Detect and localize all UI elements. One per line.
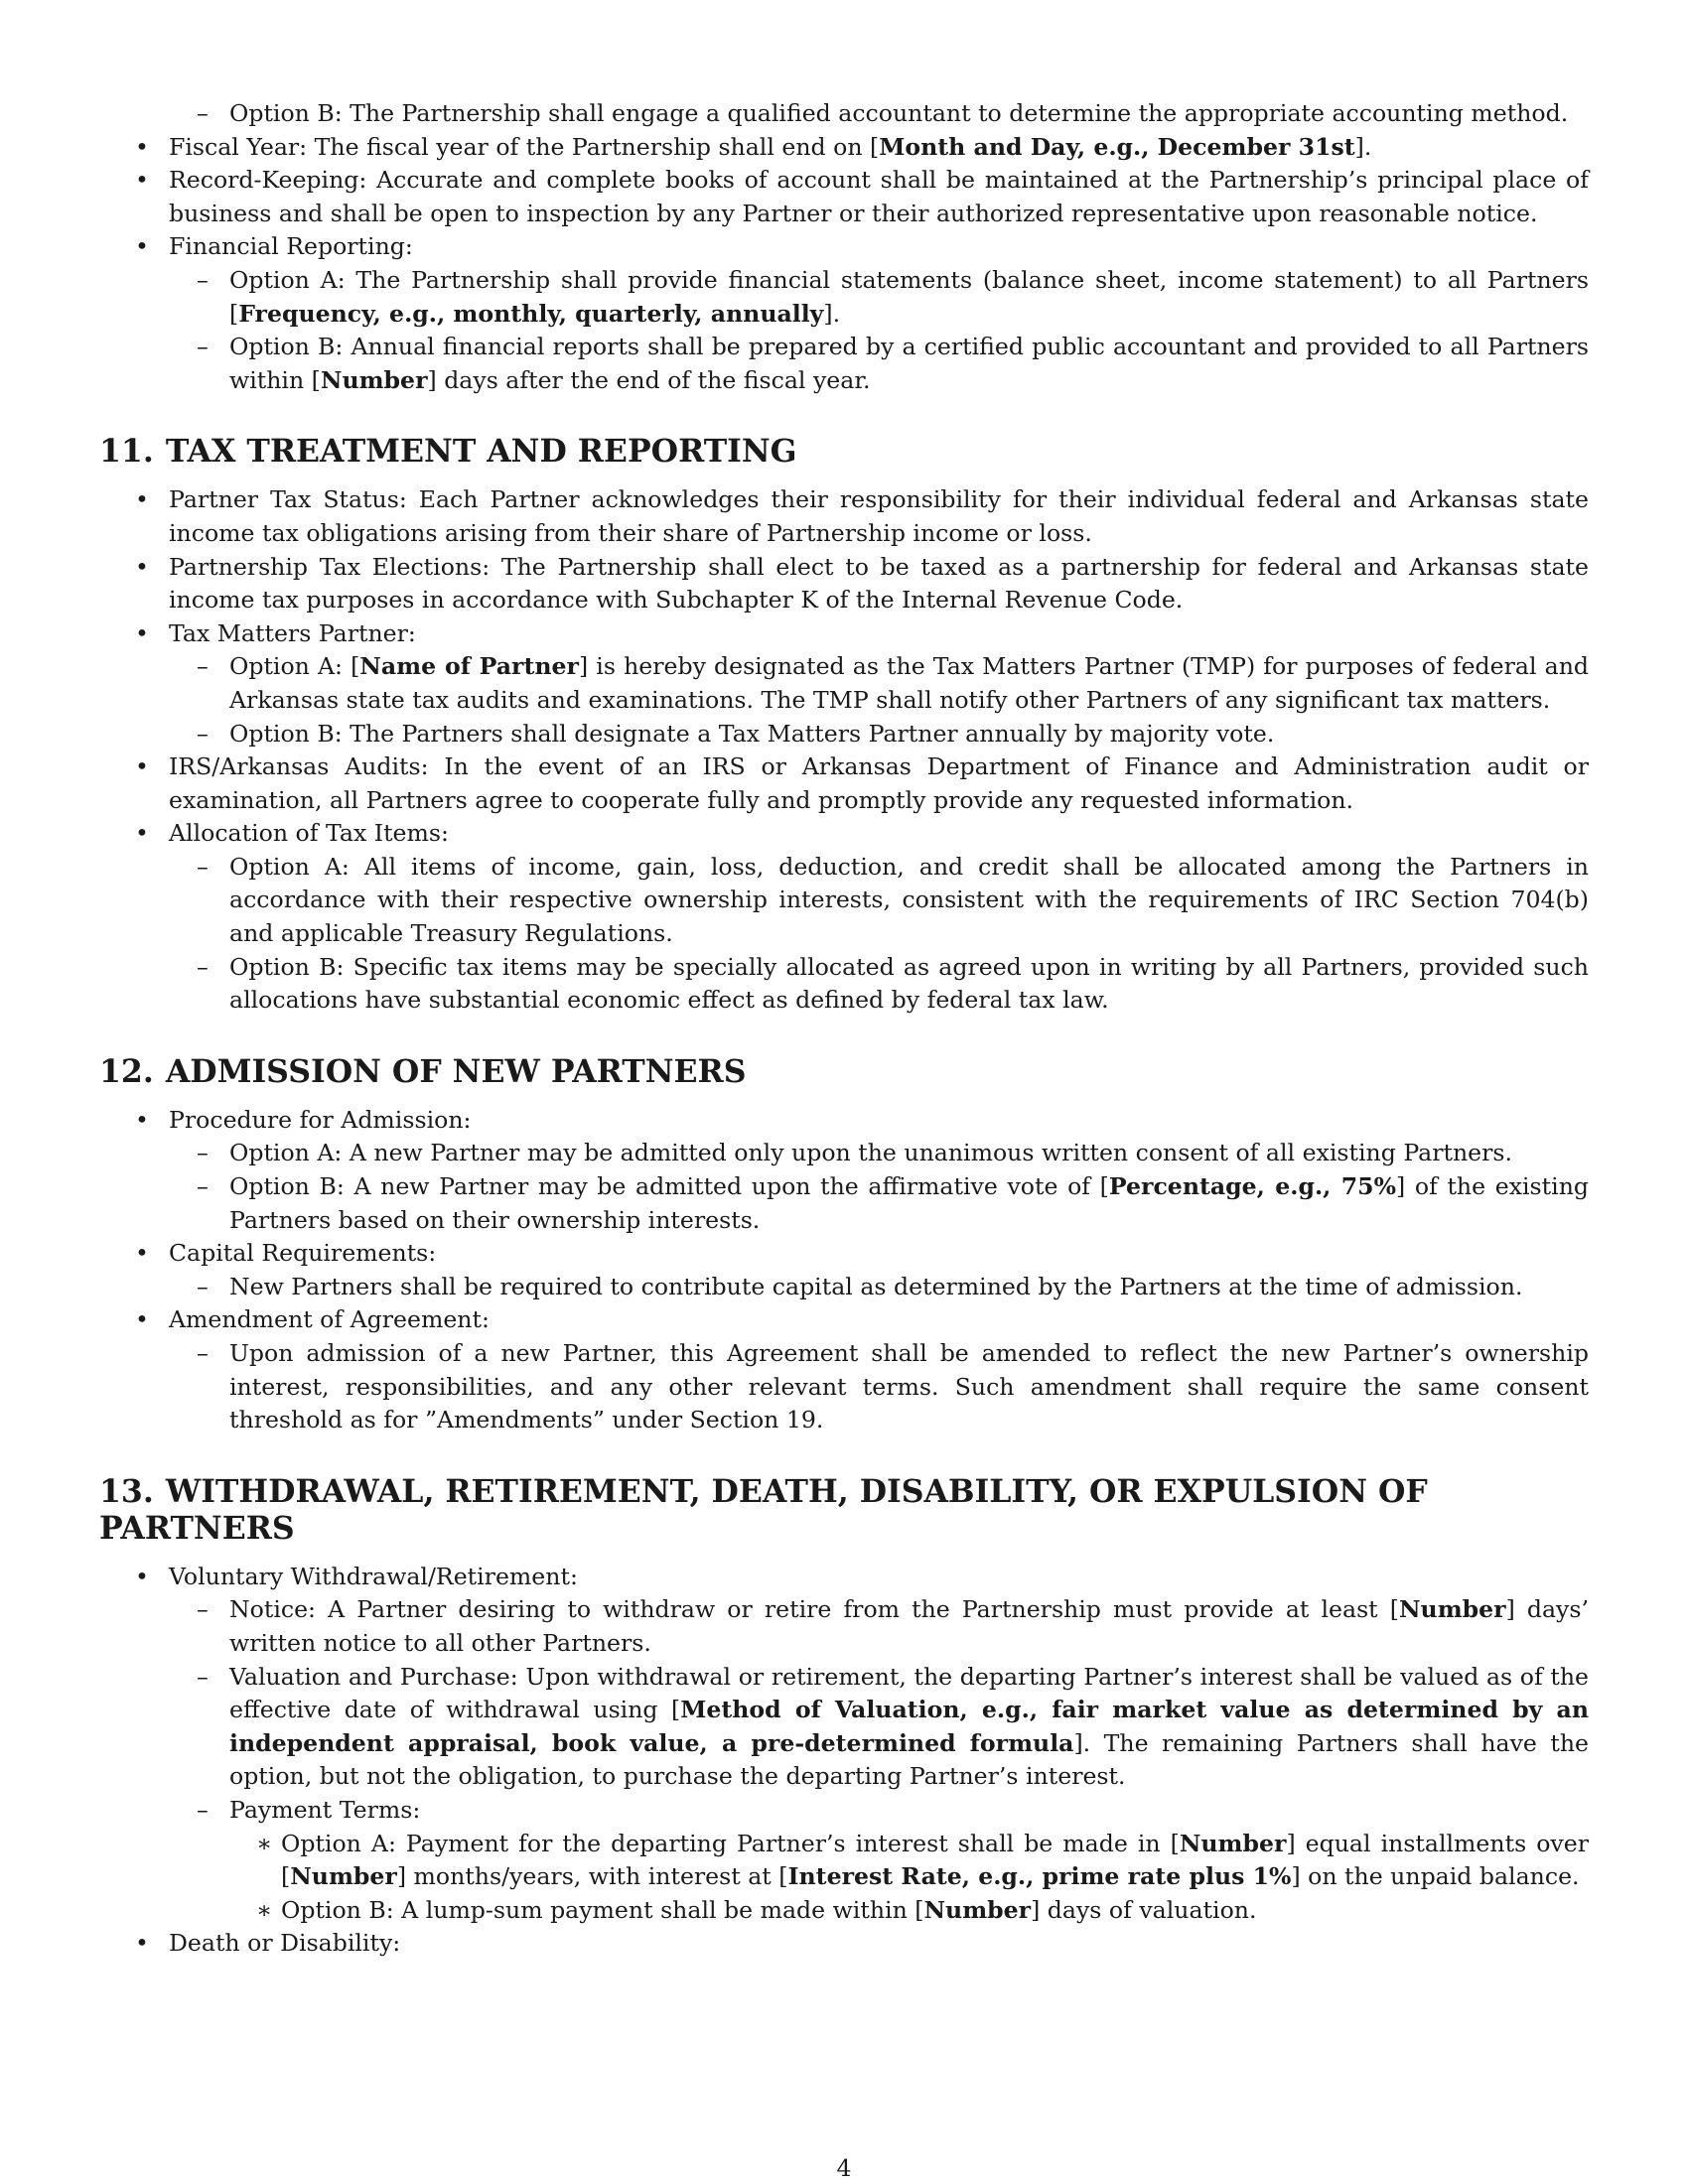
amendment-detail: – Upon admission of a new Partner, this Agreement shall be amended to reflect the new Partner’s ownership interest, responsibilities, and any other relevant terms. Such amendment shall require the same consent threshold as for ”Amendments” under Section 19. <box>197 1339 1589 1434</box>
financial-reporting-option-b: – Option B: Annual financial reports shall be prepared by a certified public accountant and provided to all Partners within [Number] days after the end of the fiscal year. <box>197 333 1589 394</box>
allocation-item: • Allocation of Tax Items: <box>135 819 449 848</box>
payment-option-a: ∗ Option A: Payment for the departing Partner’s interest shall be made in [Number] equal installments over [Number] months/years, with interest at [Interest Rate, e.g., prime rate plus 1%] on the unpaid balance. <box>256 1829 1589 1891</box>
allocation-option-a: – Option A: All items of income, gain, loss, deduction, and credit shall be allocated among the Partners in accordance with their respective ownership interests, consistent with the requirements of IRC Section 704(b) and applicable Treasury Regulations. <box>197 852 1589 948</box>
audits-item: • IRS/Arkansas Audits: In the event of an IRS or Arkansas Department of Finance and Administration audit or examination, all Partners agree to cooperate fully and promptly provide any requested information. <box>135 752 1589 814</box>
tax-matters-partner-item: • Tax Matters Partner: <box>135 618 416 647</box>
section-13-heading: 13. WITHDRAWAL, RETIREMENT, DEATH, DISABILITY, OR EXPULSION OF PARTNERS <box>99 1472 1428 1547</box>
partner-tax-status-item: • Partner Tax Status: Each Partner acknowledges their responsibility for their individual federal and Arkansas state income tax obligations arising from their share of Partnership income or loss. <box>135 485 1589 547</box>
amendment-item: • Amendment of Agreement: <box>135 1305 490 1334</box>
financial-reporting-item: • Financial Reporting: <box>135 232 413 261</box>
accounting-option-b: – Option B: The Partnership shall engage a qualified accountant to determine the appropriate accounting method. <box>197 99 1569 127</box>
valuation-and-purchase: – Valuation and Purchase: Upon withdrawal or retirement, the departing Partner’s interest shall be valued as of the effective date of withdrawal using [Method of Valuation, e.g., fair market value as determined by an independent appraisal, book value, a pre-determined formula]. The remaining Partners shall have the option, but not the obligation, to purchase the departing Partner’s interest. <box>197 1662 1589 1791</box>
voluntary-withdrawal-item: • Voluntary Withdrawal/Retirement: <box>135 1562 578 1590</box>
admission-option-b: – Option B: A new Partner may be admitted upon the affirmative vote of [Percentage, e.g., 75%] of the existing Partners based on their ownership interests. <box>197 1172 1589 1234</box>
document-page <box>99 97 1589 1961</box>
death-disability-item: • Death or Disability: <box>135 1929 401 1958</box>
financial-reporting-option-a: – Option A: The Partnership shall provide financial statements (balance sheet, income statement) to all Partners [Frequency, e.g., monthly, quarterly, annually]. <box>197 265 1589 328</box>
section-11-heading: 11. TAX TREATMENT AND REPORTING <box>99 433 797 471</box>
allocation-option-b: – Option B: Specific tax items may be specially allocated as agreed upon in writing by all Partners, provided such allocations have substantial economic effect as defined by federal tax law. <box>197 952 1589 1015</box>
payment-terms: – Payment Terms: <box>197 1795 421 1824</box>
tax-matters-option-b: – Option B: The Partners shall designate a Tax Matters Partner annually by majority vote. <box>197 719 1275 748</box>
admission-option-a: – Option A: A new Partner may be admitted only upon the unanimous written consent of all existing Partners. <box>197 1139 1512 1167</box>
page-number: 4 <box>836 2154 852 2182</box>
capital-requirements-detail: – New Partners shall be required to contribute capital as determined by the Partners at the time of admission. <box>197 1272 1523 1300</box>
section-12-heading: 12. ADMISSION OF NEW PARTNERS <box>99 1052 747 1090</box>
payment-option-b: ∗ Option B: A lump-sum payment shall be made within [Number] days of valuation. <box>256 1895 1257 1924</box>
withdrawal-notice: – Notice: A Partner desiring to withdraw or retire from the Partnership must provide at least [Number] days’ written notice to all other Partners. <box>197 1595 1589 1657</box>
record-keeping-item: • Record-Keeping: Accurate and complete books of account shall be maintained at the Partnership’s principal place of business and shall be open to inspection by any Partner or their authorized representative upon reasonable notice. <box>135 166 1589 227</box>
fiscal-year-item: • Fiscal Year: The fiscal year of the Partnership shall end on [Month and Day, e.g., December 31st]. <box>135 132 1372 161</box>
tax-matters-option-a: – Option A: [Name of Partner] is hereby designated as the Tax Matters Partner (TMP) for purposes of federal and Arkansas state tax audits and examinations. The TMP shall notify other Partners of any significant tax matters. <box>197 652 1589 714</box>
capital-requirements-item: • Capital Requirements: <box>135 1239 437 1268</box>
admission-procedure-item: • Procedure for Admission: <box>135 1105 472 1134</box>
partnership-tax-elections-item: • Partnership Tax Elections: The Partnership shall elect to be taxed as a partnership for federal and Arkansas state income tax purposes in accordance with Subchapter K of the Internal Revenue Code. <box>135 552 1589 614</box>
